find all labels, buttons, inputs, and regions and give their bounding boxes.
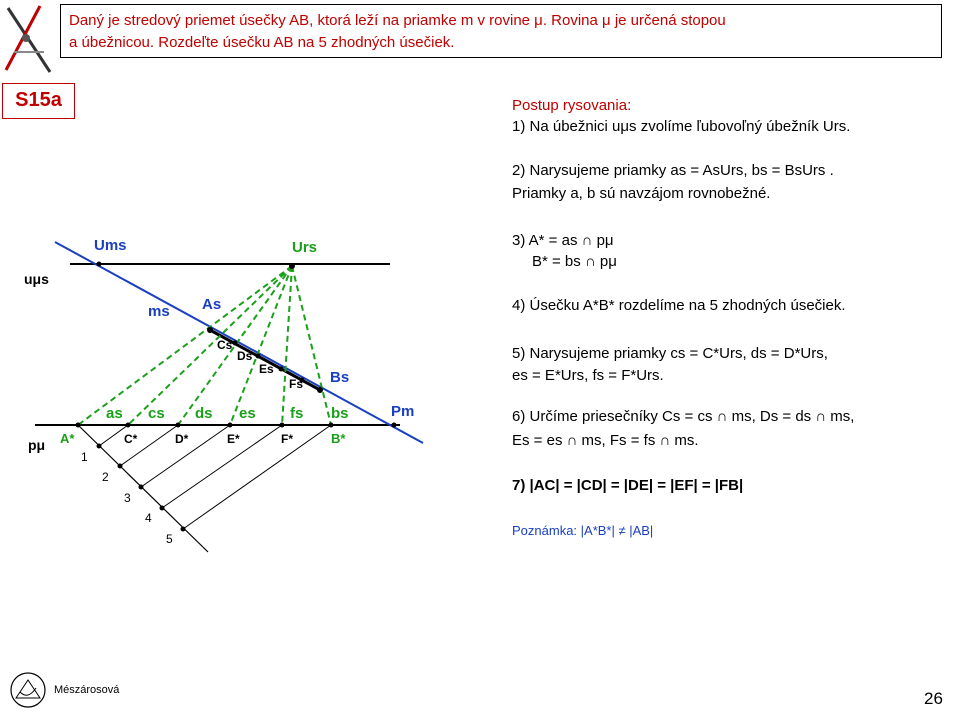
label-Ums: Ums	[94, 237, 127, 254]
label-As: As	[202, 296, 222, 313]
label-n1: 1	[81, 450, 88, 464]
slide-badge: S15a	[2, 83, 75, 119]
step-2: 2) Narysujeme priamky as = AsUrs, bs = BsUrs .	[512, 162, 834, 179]
construction-diagram	[0, 0, 510, 560]
label-Es: Es	[259, 362, 274, 376]
label-Cs: Cs	[217, 338, 233, 352]
point-Dstar	[176, 423, 181, 428]
point-Cstar	[126, 423, 131, 428]
label-Bs: Bs	[330, 369, 350, 386]
label-n5: 5	[166, 532, 173, 546]
ray-bs	[292, 266, 331, 425]
label-Ds: Ds	[237, 349, 253, 363]
point-3	[139, 485, 144, 490]
step-6b: Es = es ∩ ms, Fs = fs ∩ ms.	[512, 432, 699, 449]
label-ums: uμs	[24, 271, 49, 287]
parallel-5	[183, 425, 331, 529]
point-Bs	[317, 387, 323, 393]
label-Estar: E*	[227, 432, 240, 446]
problem-line-1: Daný je stredový priemet úsečky AB, ktorá leží na priamke m v rovine μ. Rovina μ je určená stopou	[69, 12, 726, 29]
label-n4: 4	[145, 511, 152, 525]
label-ms: ms	[148, 303, 170, 320]
label-Fs: Fs	[289, 377, 304, 391]
step-5b: es = E*Urs, fs = F*Urs.	[512, 367, 664, 384]
point-As	[207, 327, 213, 333]
label-pmu: pμ	[28, 437, 46, 453]
point-Fstar	[280, 423, 285, 428]
ray-cs	[128, 266, 292, 425]
procedure-note: Poznámka: |A*B*| ≠ |AB|	[512, 523, 654, 538]
procedure-heading: Postup rysovania:	[512, 97, 632, 114]
label-es: es	[239, 405, 256, 422]
ray-as	[78, 266, 292, 425]
step-2-note: Priamky a, b sú navzájom rovnobežné.	[512, 185, 771, 202]
point-Es	[279, 367, 284, 372]
label-n2: 2	[102, 470, 109, 484]
step-5a: 5) Narysujeme priamky cs = C*Urs, ds = D*Urs,	[512, 345, 828, 362]
label-Pm: Pm	[391, 403, 415, 420]
point-4	[160, 506, 165, 511]
point-Ums	[97, 262, 102, 267]
rays-group	[78, 266, 331, 425]
point-1	[97, 444, 102, 449]
label-cs: cs	[148, 405, 165, 422]
label-Fstar: F*	[281, 432, 293, 446]
point-Urs	[289, 263, 295, 269]
label-fs: fs	[290, 405, 304, 422]
problem-line-2: a úbežnicou. Rozdeľte úsečku AB na 5 zhodných úsečiek.	[69, 34, 455, 51]
step-4: 4) Úsečku A*B* rozdelíme na 5 zhodných úsečiek.	[512, 297, 846, 314]
label-Urs: Urs	[292, 239, 318, 256]
author-name: Mészárosová	[54, 684, 120, 696]
point-Astar	[76, 423, 81, 428]
point-Ds	[256, 354, 261, 359]
label-n3: 3	[124, 491, 131, 505]
label-as: as	[106, 405, 123, 422]
point-5	[181, 527, 186, 532]
label-Cstar: C*	[124, 432, 138, 446]
step-6a: 6) Určíme priesečníky Cs = cs ∩ ms, Ds = ds ∩ ms,	[512, 408, 855, 425]
label-Astar: A*	[60, 431, 75, 446]
step-3b: B* = bs ∩ pμ	[532, 253, 617, 270]
step-1: 1) Na úbežnici uμs zvolíme ľubovoľný úbežník Urs.	[512, 118, 851, 135]
point-Cs	[233, 341, 238, 346]
page-number: 26	[924, 689, 943, 708]
label-Bstar: B*	[331, 431, 346, 446]
step-7: 7) |AC| = |CD| = |DE| = |EF| = |FB|	[512, 477, 744, 494]
point-Pm	[392, 423, 397, 428]
point-Bstar	[329, 423, 334, 428]
author-logo-icon	[8, 670, 48, 710]
point-2	[118, 464, 123, 469]
label-Dstar: D*	[175, 432, 189, 446]
label-ds: ds	[195, 405, 213, 422]
step-3a: 3) A* = as ∩ pμ	[512, 232, 614, 249]
label-bs: bs	[331, 405, 349, 422]
point-Estar	[228, 423, 233, 428]
